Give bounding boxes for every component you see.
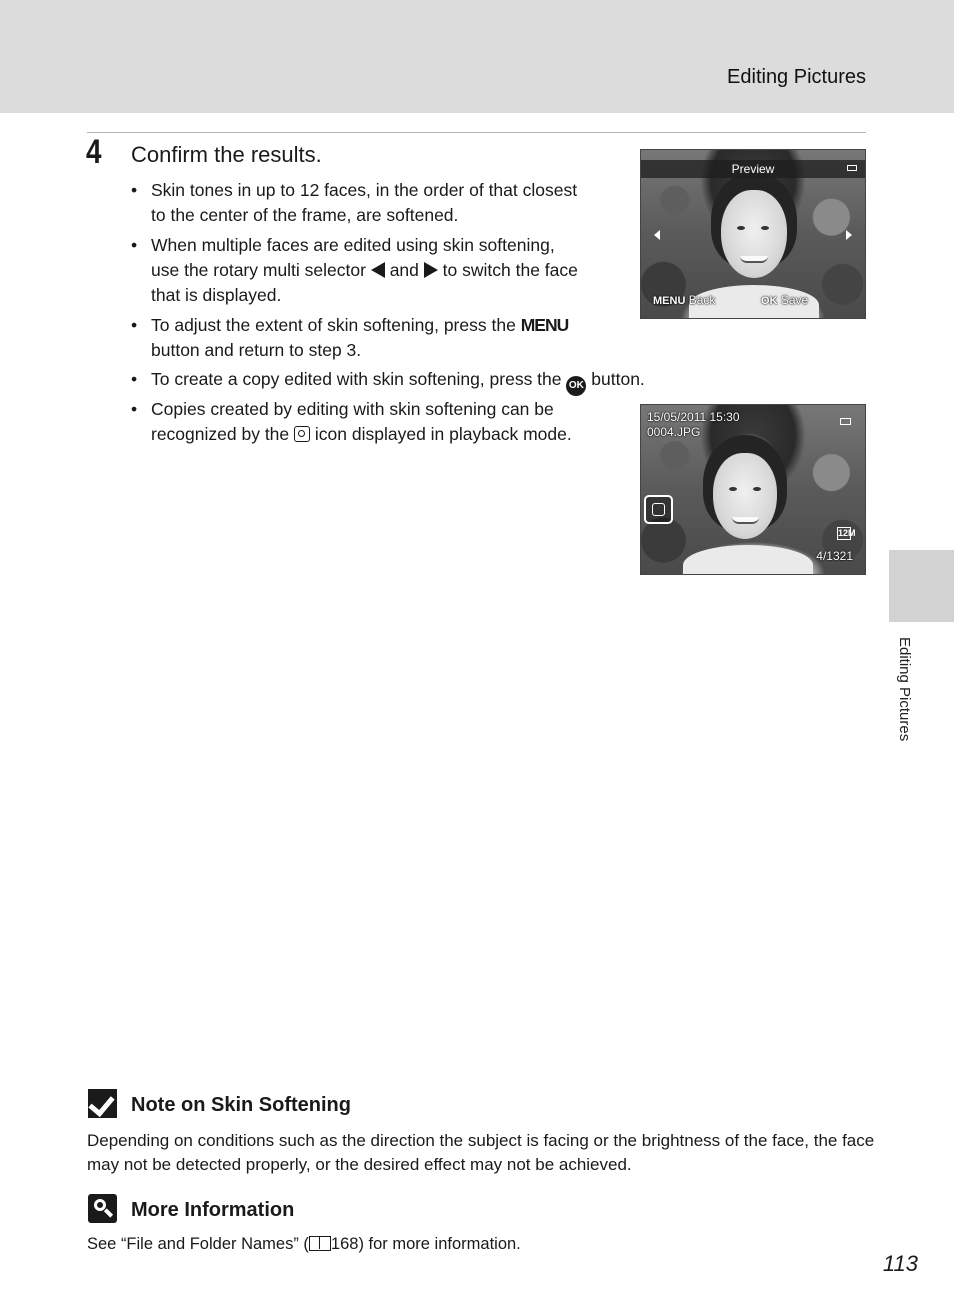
bullet-text: Copies created by editing with skin softening can be xyxy=(151,399,554,419)
preview-title-bar xyxy=(641,160,865,178)
photo-eye xyxy=(729,487,737,491)
bullet-dot: • xyxy=(131,180,138,200)
back-label: Back xyxy=(688,293,716,307)
more-info-text: See “File and Folder Names” ( xyxy=(87,1235,309,1253)
bullet-text: To create a copy edited with skin softening, press the xyxy=(151,369,562,389)
ok-button-icon: OK xyxy=(566,376,586,396)
note-title: Note on Skin Softening xyxy=(131,1094,351,1116)
left-nav-icon xyxy=(654,230,660,240)
photo-mouth xyxy=(732,517,759,524)
chapter-tab xyxy=(889,550,954,622)
back-control xyxy=(653,293,715,307)
section-divider xyxy=(87,132,866,133)
bullet-text: that is displayed. xyxy=(151,285,282,305)
preview-title: Preview xyxy=(731,162,775,176)
camera-preview-screen xyxy=(640,149,866,319)
battery-icon xyxy=(847,165,857,171)
bullet-dot: • xyxy=(131,369,138,389)
left-arrow-icon xyxy=(371,262,385,278)
checkmark-icon xyxy=(88,1089,117,1118)
bullet-text: Skin tones in up to 12 faces, in the order of that closest xyxy=(151,180,578,200)
photo-eye xyxy=(753,487,761,491)
right-nav-icon xyxy=(846,230,852,240)
battery-icon xyxy=(840,418,851,425)
menu-tag-icon: MENU xyxy=(653,295,686,307)
magnifier-icon xyxy=(88,1194,117,1223)
photo-eye xyxy=(761,226,769,230)
note-body: Depending on conditions such as the direction the subject is facing or the brightness of the face, the face may not be detected properly, or the desired effect may not be achieved. xyxy=(87,1131,875,1174)
right-arrow-icon xyxy=(424,262,438,278)
bullet-dot: • xyxy=(131,315,138,335)
playback-filename: 0004.JPG xyxy=(647,425,701,439)
more-info-text: ) for more information. xyxy=(358,1235,521,1253)
photo-shirt xyxy=(683,545,813,575)
bullet-text: and xyxy=(389,260,419,280)
skin-softening-icon xyxy=(644,495,673,524)
bullet-text: to the center of the frame, are softened. xyxy=(151,205,459,225)
bullet-text: recognized by the xyxy=(151,424,290,444)
photo-face xyxy=(713,453,777,539)
bullet-text: to switch the face xyxy=(442,260,578,280)
chapter-tab-label: Editing Pictures xyxy=(896,637,913,742)
bullet-text: button. xyxy=(591,369,645,389)
photo-face xyxy=(721,190,787,278)
frame-counter: 4/1321 xyxy=(816,549,853,563)
header-title: Editing Pictures xyxy=(727,66,866,88)
step-title: Confirm the results. xyxy=(131,142,322,167)
menu-button-icon: MENU xyxy=(520,315,569,335)
bullet-text: To adjust the extent of skin softening, press the xyxy=(151,315,516,335)
book-icon xyxy=(309,1236,331,1251)
skin-softening-icon xyxy=(294,426,310,442)
bullet-text: icon displayed in playback mode. xyxy=(314,424,572,444)
bullet-dot: • xyxy=(131,399,138,419)
bullet-text: use the rotary multi selector xyxy=(151,260,366,280)
page-reference[interactable]: 168 xyxy=(330,1235,359,1253)
page-number: 113 xyxy=(882,1251,918,1276)
page-header xyxy=(0,0,954,113)
playback-datetime: 15/05/2011 15:30 xyxy=(647,410,740,424)
more-info-body xyxy=(87,1235,521,1254)
bullet-text: When multiple faces are edited using skin softening, xyxy=(151,235,555,255)
ok-tag-icon: OK xyxy=(761,295,778,307)
save-label: Save xyxy=(780,293,809,307)
step-number: 4 xyxy=(86,133,102,171)
photo-mouth xyxy=(740,256,768,263)
bullet-text: button and return to step 3. xyxy=(151,340,362,360)
image-size-icon: 12M xyxy=(838,528,856,538)
bullet-dot: • xyxy=(131,235,138,255)
camera-playback-screen xyxy=(640,404,866,575)
photo-eye xyxy=(737,226,745,230)
more-info-title: More Information xyxy=(131,1199,295,1221)
save-control xyxy=(761,293,808,307)
